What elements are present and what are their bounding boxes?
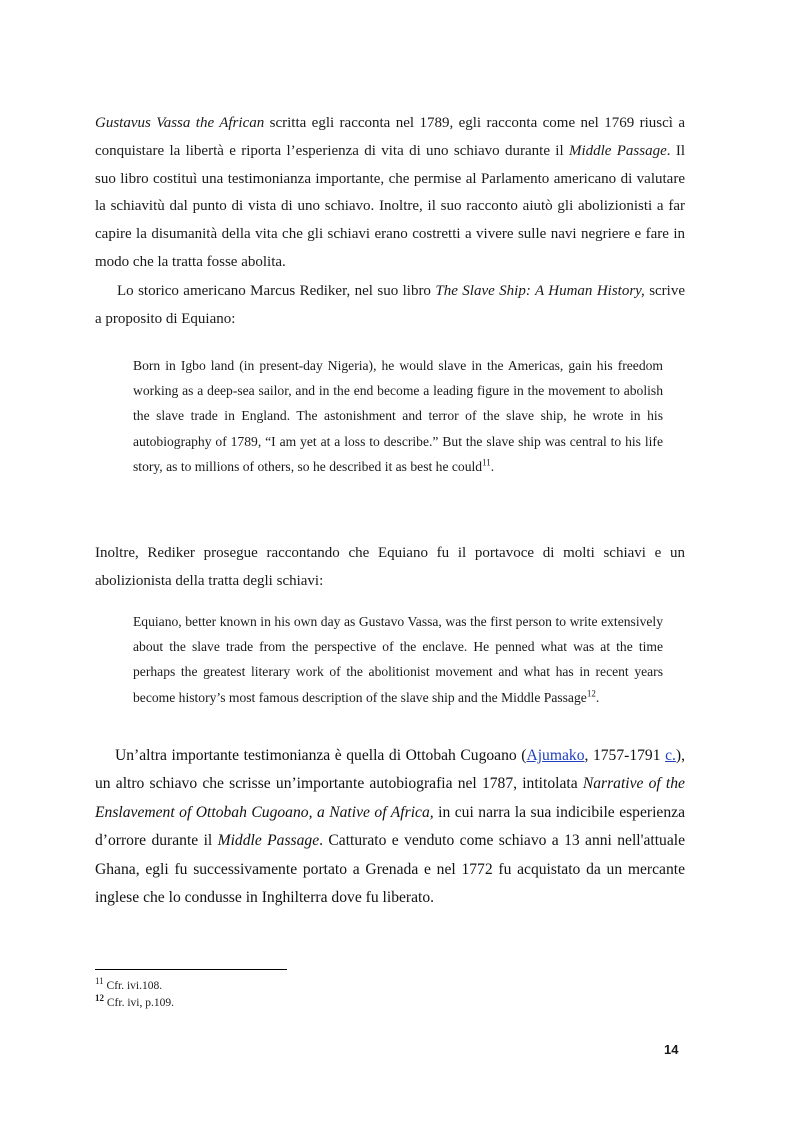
footnote-text: Cfr. ivi.108.: [103, 980, 163, 992]
paragraph-text: in cui narra la sua indicibile esperienza d’orrore durante il: [95, 803, 685, 850]
paragraph-text: Lo storico americano Marcus Rediker, nel suo libro: [117, 283, 436, 299]
book-title-italic: Gustavus Vassa the African: [95, 115, 265, 131]
paragraph-rediker-intro: [95, 278, 685, 334]
block-quote-2: [133, 609, 663, 710]
middle-passage-italic: Middle Passage: [568, 142, 667, 159]
quote-text: Equiano, better known in his own day as Gustavo Vassa, was the first person to write extensively about the slave trade from the perspective of the enclave. He penned what was at the time perhaps the greatest literary work of the abolitionist movement and what has in recent years become history’s most famous description of the slave ship and the Middle Passage: [133, 614, 663, 705]
quote-text: Born in Igbo land (in present-day Nigeria), he would slave in the Americas, gain his freedom working as a deep-sea sailor, and in the end become a leading figure in the movement to abolish the slave trade in England. The astonishment and terror of the slave ship, he wrote in his autobiography of 1789, “I am yet at a loss to describe.” But the slave ship was central to his life story, as to millions of others, so he described it as best he could: [133, 358, 663, 474]
footnote-number: 11: [95, 976, 104, 987]
quote-end: .: [490, 458, 495, 474]
page-number: 14: [664, 1042, 679, 1057]
paragraph-text: . Il suo libro costituì una testimonianza importante, che permise al Parlamento americano di valutare la schiavitù dal punto di vista di uno schiavo. Inoltre, il suo racconto aiutò gli abolizionisti a far capire la disumanità della vita che gli schiavi erano costretti a vivere sulle navi negriere e fare in modo che la tratta fosse abolita.: [95, 142, 685, 270]
footnote-text: Cfr. ivi, p.109.: [104, 997, 174, 1009]
footnote-number: 12: [95, 993, 104, 1004]
middle-passage-italic: Middle Passage: [217, 832, 320, 850]
block-quote-1: [133, 353, 663, 479]
footnote-separator: [95, 969, 287, 970]
footnote-11: [95, 976, 163, 994]
book-title-italic: The Slave Ship: A Human History,: [435, 283, 645, 299]
paragraph-rediker-continues: [95, 540, 685, 596]
link-circa[interactable]: c.: [665, 747, 676, 764]
footnote-12: [95, 993, 174, 1011]
paragraph-text: scrive a proposito di Equiano:: [95, 283, 686, 327]
paragraph-text: scritta egli racconta nel 1789, egli racconta come nel 1769 riuscì a conquistare la libertà e riporta l’esperienza di vita di uno schiavo durante il: [95, 115, 685, 159]
link-ajumako[interactable]: Ajumako: [526, 747, 585, 764]
paragraph-cugoano: [95, 742, 685, 912]
paragraph-vassa: [95, 110, 685, 277]
footnote-ref-11[interactable]: 11: [482, 457, 491, 468]
paragraph-text: Un’altra importante testimonianza è quella di Ottobah Cugoano (: [115, 747, 527, 764]
book-title-italic: Narrative of the Enslavement of Ottobah Cugoano, a Native of Africa,: [95, 775, 685, 821]
paragraph-text: . Catturato e venduto come schiavo a 13 anni nell'attuale Ghana, egli fu successivamente portato a Grenada e nel 1772 fu acquistato da un mercante inglese che lo condusse in Inghilterra dove fu liberato.: [95, 832, 686, 907]
footnote-ref-12[interactable]: 12: [586, 688, 596, 699]
paragraph-text: , 1757-1791: [584, 747, 666, 764]
paragraph-text: Inoltre, Rediker prosegue raccontando che Equiano fu il portavoce di molti schiavi e un abolizionista della tratta degli schiavi:: [95, 545, 685, 589]
quote-end: .: [595, 689, 600, 705]
paragraph-text: ), un altro schiavo che scrisse un’importante autobiografia nel 1787, intitolata: [95, 747, 686, 793]
